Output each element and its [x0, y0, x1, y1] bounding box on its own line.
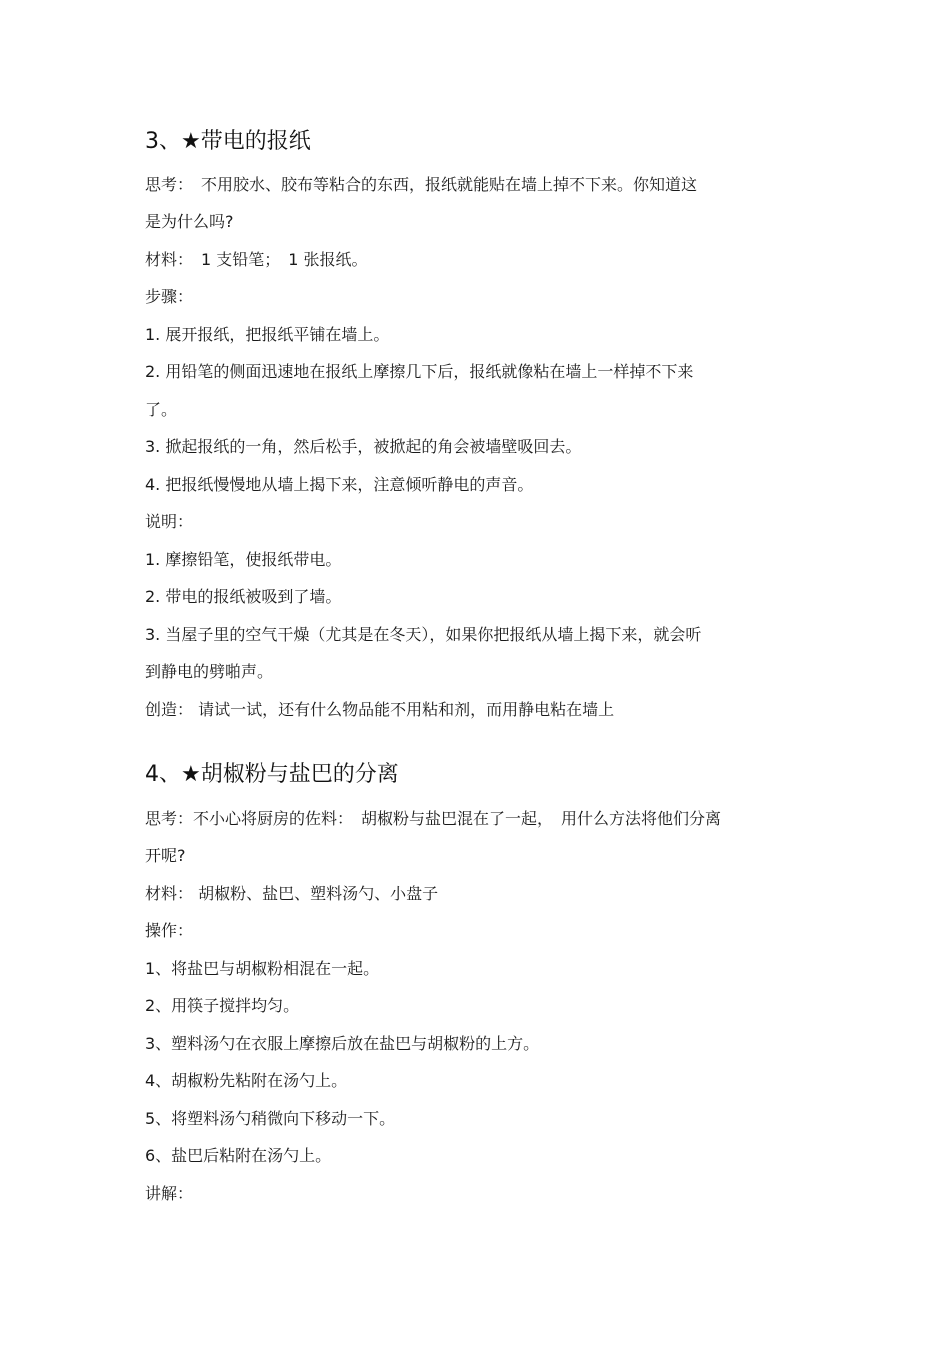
section-4-op: 4、胡椒粉先粘附在汤勺上。 [145, 1071, 348, 1090]
section-4-op: 2、用筷子搅拌均匀。 [145, 996, 300, 1015]
section-3-explain-label: 说明： [145, 512, 194, 531]
section-3-steps-label: 步骤： [145, 287, 194, 306]
section-3-explain-cont: 到静电的劈啪声。 [145, 662, 274, 681]
section-4-title: 4、★胡椒粉与盐巴的分离 [145, 762, 399, 787]
section-3-step: 4. 把报纸慢慢地从墙上揭下来，注意倾听静电的声音。 [145, 475, 534, 494]
section-4-materials: 材料： 胡椒粉、盐巴、塑料汤勺、小盘子 [145, 884, 439, 903]
section-3-step: 1. 展开报纸，把报纸平铺在墙上。 [145, 325, 390, 344]
section-3-think-cont: 是为什么吗? [145, 212, 234, 231]
section-3-materials: 材料： 1 支铅笔； 1 张报纸。 [145, 250, 368, 269]
section-4-op: 3、塑料汤勺在衣服上摩擦后放在盐巴与胡椒粉的上方。 [145, 1034, 540, 1053]
section-3-create: 创造： 请试一试，还有什么物品能不用粘和剂，而用静电粘在墙上 [145, 700, 615, 719]
section-3-think: 思考： 不用胶水、胶布等粘合的东西，报纸就能贴在墙上掉不下来。你知道这 [145, 175, 698, 194]
section-4-op: 5、将塑料汤勺稍微向下移动一下。 [145, 1109, 396, 1128]
section-4-ops-label: 操作： [145, 921, 194, 940]
section-3-step: 2. 用铅笔的侧面迅速地在报纸上摩擦几下后，报纸就像粘在墙上一样掉不下来 [145, 362, 694, 381]
section-4-op: 6、盐巴后粘附在汤勺上。 [145, 1146, 332, 1165]
section-4-explain-label: 讲解： [145, 1184, 194, 1203]
section-3-title: 3、★带电的报纸 [145, 129, 311, 154]
section-4-think: 思考：不小心将厨房的佐料： 胡椒粉与盐巴混在了一起， 用什么方法将他们分离 [145, 809, 722, 828]
section-3-step: 3. 掀起报纸的一角，然后松手，被掀起的角会被墙壁吸回去。 [145, 437, 582, 456]
section-3-explain-item: 3. 当屋子里的空气干燥（尤其是在冬天），如果你把报纸从墙上揭下来，就会听 [145, 625, 702, 644]
section-3-step-cont: 了。 [145, 400, 178, 419]
section-4-think-cont: 开呢? [145, 846, 186, 865]
section-3-explain-item: 2. 带电的报纸被吸到了墙。 [145, 587, 342, 606]
section-3-explain-item: 1. 摩擦铅笔，使报纸带电。 [145, 550, 342, 569]
section-4-op: 1、将盐巴与胡椒粉相混在一起。 [145, 959, 380, 978]
